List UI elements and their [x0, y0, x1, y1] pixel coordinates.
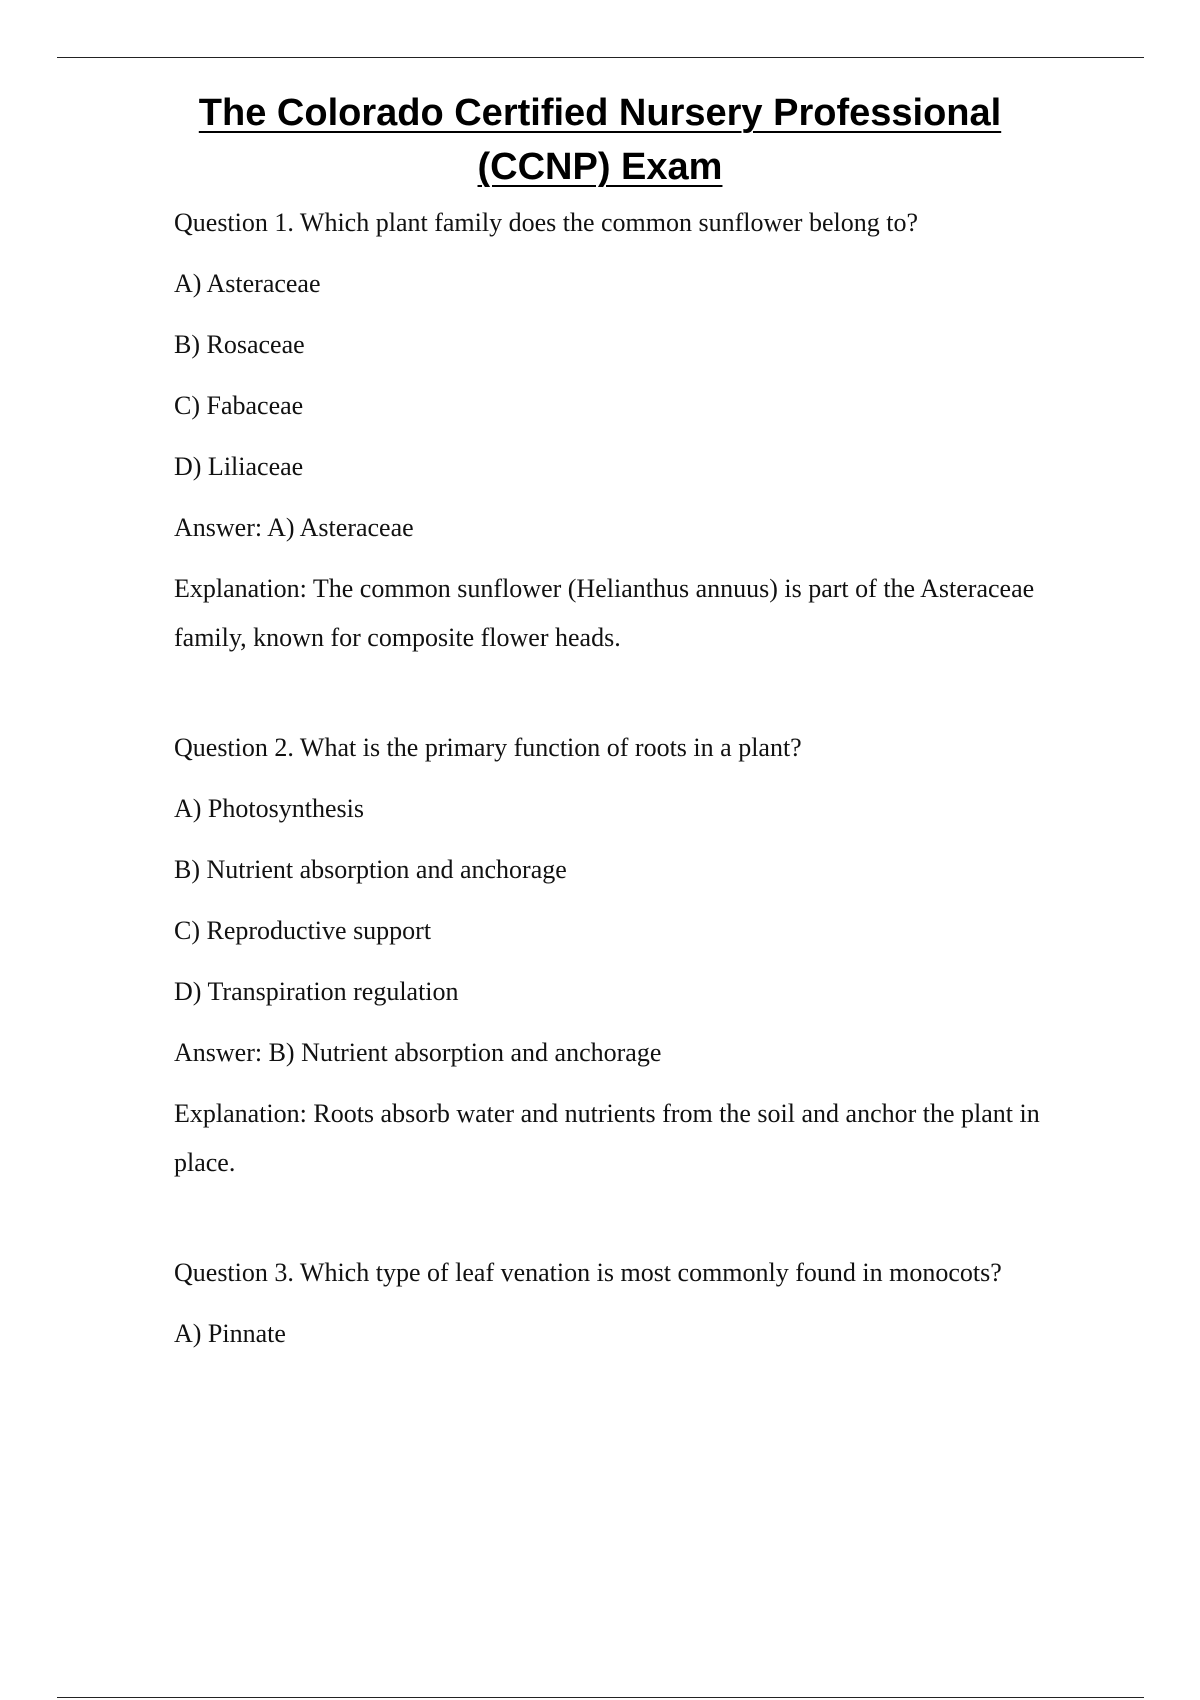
option-b: B) Rosaceae: [174, 330, 305, 359]
option-c: C) Reproductive support: [174, 916, 432, 945]
title-line-2: (CCNP) Exam: [477, 146, 723, 188]
explanation-text: Explanation: Roots absorb water and nutrients from the soil and anchor the plant in place.: [174, 1099, 1040, 1177]
option-b: B) Nutrient absorption and anchorage: [174, 855, 567, 884]
option-d: D) Transpiration regulation: [174, 977, 459, 1006]
title-line-1: The Colorado Certified Nursery Professional: [198, 92, 1002, 134]
question-1: [174, 198, 1054, 662]
option-c: C) Fabaceae: [174, 391, 304, 420]
answer-text: Answer: A) Asteraceae: [174, 513, 414, 542]
question-list: [174, 198, 1054, 1370]
option-a: A) Asteraceae: [174, 269, 321, 298]
footer-rule: [57, 1697, 1144, 1698]
question-2: [174, 723, 1054, 1187]
answer-text: Answer: B) Nutrient absorption and anchorage: [174, 1038, 662, 1067]
question-3: [174, 1248, 1054, 1358]
option-a: A) Photosynthesis: [174, 794, 364, 823]
question-text: Question 2. What is the primary function of roots in a plant?: [174, 733, 802, 762]
option-a: A) Pinnate: [174, 1319, 286, 1348]
document-title: [120, 86, 1080, 194]
option-d: D) Liliaceae: [174, 452, 304, 481]
header-rule: [57, 57, 1144, 58]
explanation-text: Explanation: The common sunflower (Helianthus annuus) is part of the Asteraceae family, known for composite flower heads.: [174, 574, 1035, 652]
question-text: Question 1. Which plant family does the common sunflower belong to?: [174, 208, 918, 237]
question-text: Question 3. Which type of leaf venation is most commonly found in monocots?: [174, 1258, 1002, 1287]
